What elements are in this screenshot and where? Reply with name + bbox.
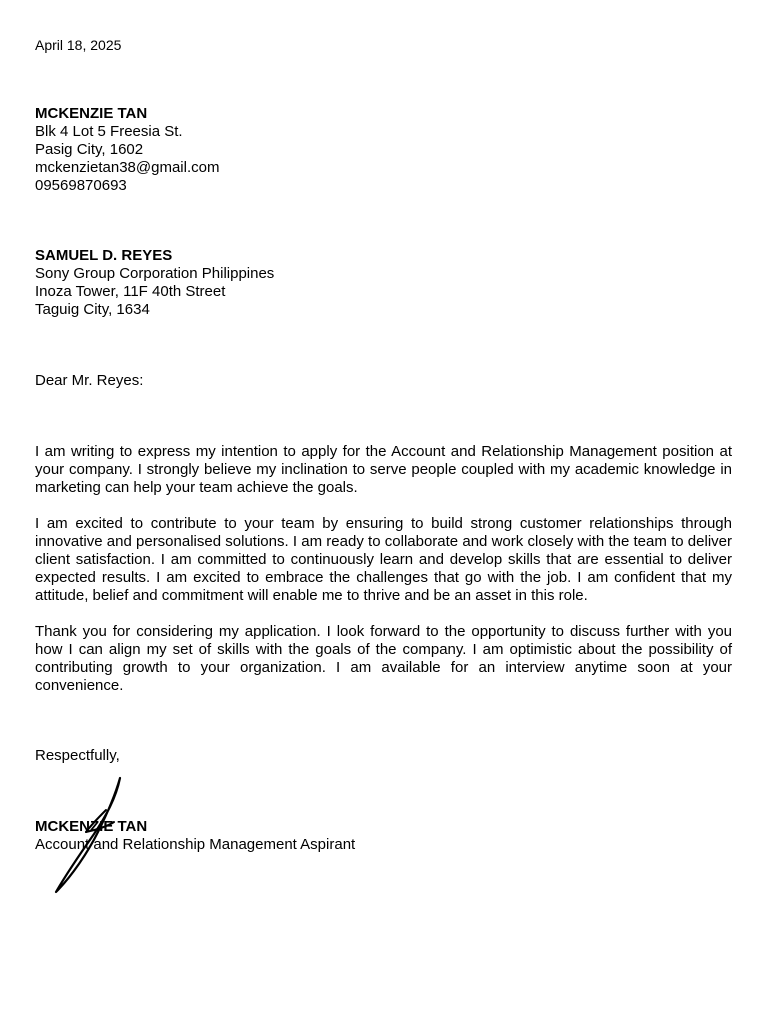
- letter-date: April 18, 2025: [35, 37, 122, 53]
- recipient-address-line2: Taguig City, 1634: [35, 301, 150, 318]
- body-paragraph: Thank you for considering my application. I look forward to the opportunity to discuss further with you how I can align my set of skills with the goals of the company. I am optimistic about the possibility of contributing growth to your organization. I am available for an interview anytime soon at your convenience.: [35, 623, 732, 694]
- body-paragraph: I am writing to express my intention to apply for the Account and Relationship Management position at your company. I strongly believe my inclination to serve people coupled with my academic knowledge in marketing can help your team achieve the goals.: [35, 443, 732, 496]
- recipient-address-line1: Inoza Tower, 11F 40th Street: [35, 283, 226, 300]
- recipient-name: SAMUEL D. REYES: [35, 247, 173, 264]
- signatory-name: MCKENZIE TAN: [35, 818, 148, 835]
- body-paragraph: I am excited to contribute to your team by ensuring to build strong customer relationships through innovative and personalised solutions. I am ready to collaborate and work closely with the team to deliver client satisfaction. I am committed to continuously learn and develop skills that are essential to deliver expected results. I am excited to embrace the challenges that go with the job. I am confident that my attitude, belief and commitment will enable me to thrive and be an asset in this role.: [35, 515, 732, 604]
- sender-phone: 09569870693: [35, 177, 127, 194]
- signatory-title: Account and Relationship Management Aspirant: [35, 836, 356, 853]
- sender-email: mckenzietan38@gmail.com: [35, 159, 220, 176]
- sender-name: MCKENZIE TAN: [35, 105, 148, 122]
- sender-address-line2: Pasig City, 1602: [35, 141, 144, 158]
- recipient-company: Sony Group Corporation Philippines: [35, 265, 275, 282]
- sender-address-line1: Blk 4 Lot 5 Freesia St.: [35, 123, 183, 140]
- sender-block: [35, 105, 219, 195]
- closing: Respectfully,: [35, 747, 120, 764]
- salutation: Dear Mr. Reyes:: [35, 372, 144, 389]
- handwritten-signature: [50, 772, 130, 898]
- recipient-block: [35, 247, 274, 319]
- letter-body: [35, 443, 732, 713]
